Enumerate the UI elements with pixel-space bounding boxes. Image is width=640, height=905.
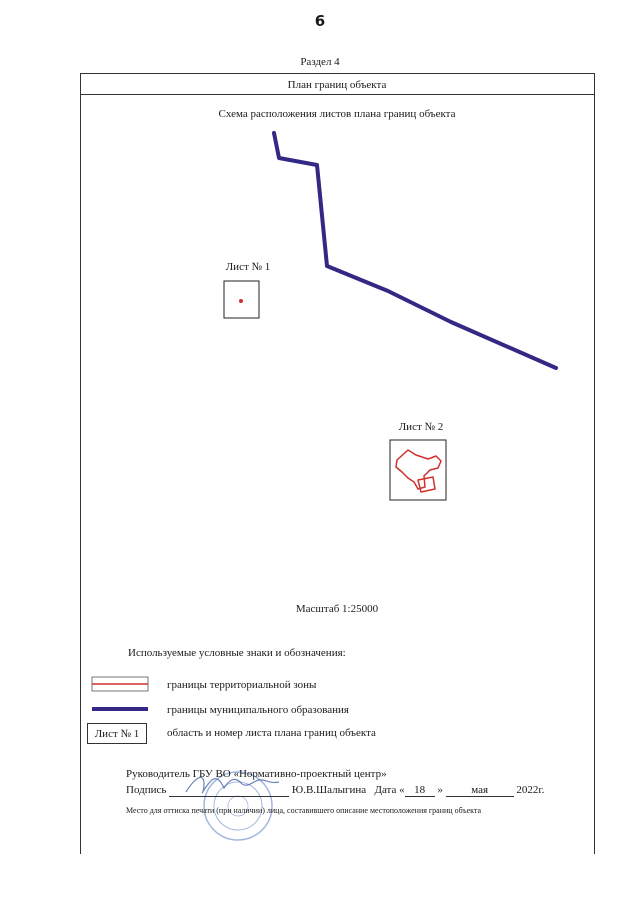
date-year: 2022г. bbox=[516, 784, 545, 796]
date-mid: » bbox=[437, 784, 443, 796]
date-day: 18 bbox=[405, 784, 435, 797]
municipal-boundary-line bbox=[274, 133, 556, 368]
signer-name: Ю.В.Шалыгина bbox=[291, 784, 367, 796]
section-label: Раздел 4 bbox=[300, 56, 340, 68]
signature-field bbox=[169, 784, 289, 797]
signature-head-line: Руководитель ГБУ ВО «Нормативно-проектный центр» bbox=[126, 768, 387, 780]
sheet-2-box bbox=[390, 440, 446, 500]
scale-label: Масштаб 1:25000 bbox=[295, 603, 379, 615]
signature-label: Подпись bbox=[126, 784, 167, 796]
scheme-title: Схема расположения листов плана границ объекта bbox=[218, 108, 456, 120]
legend-title: Используемые условные знаки и обозначения: bbox=[128, 647, 346, 659]
legend-item-municipal-text: границы муниципального образования bbox=[167, 704, 349, 716]
sheet-1-object-dot bbox=[239, 299, 243, 303]
sheet-2-label: Лист № 2 bbox=[398, 421, 444, 433]
legend-item-sheet-text: область и номер листа плана границ объекта bbox=[167, 727, 376, 739]
date-label: Дата « bbox=[374, 784, 405, 796]
date-month: мая bbox=[446, 784, 514, 797]
page-number: 6 bbox=[314, 12, 326, 30]
sheet-1-label: Лист № 1 bbox=[225, 261, 271, 273]
legend-item-zone-text: границы территориальной зоны bbox=[167, 679, 317, 691]
sheet-2-zone-outline-small bbox=[418, 477, 435, 492]
signature-row bbox=[126, 784, 544, 797]
stamp-note: Место для оттиска печати (при наличии) лица, составившего описание местоположения границ объекта bbox=[126, 806, 482, 815]
legend-sheet-box: Лист № 1 bbox=[87, 723, 147, 744]
frame-title: План границ объекта bbox=[287, 79, 387, 91]
